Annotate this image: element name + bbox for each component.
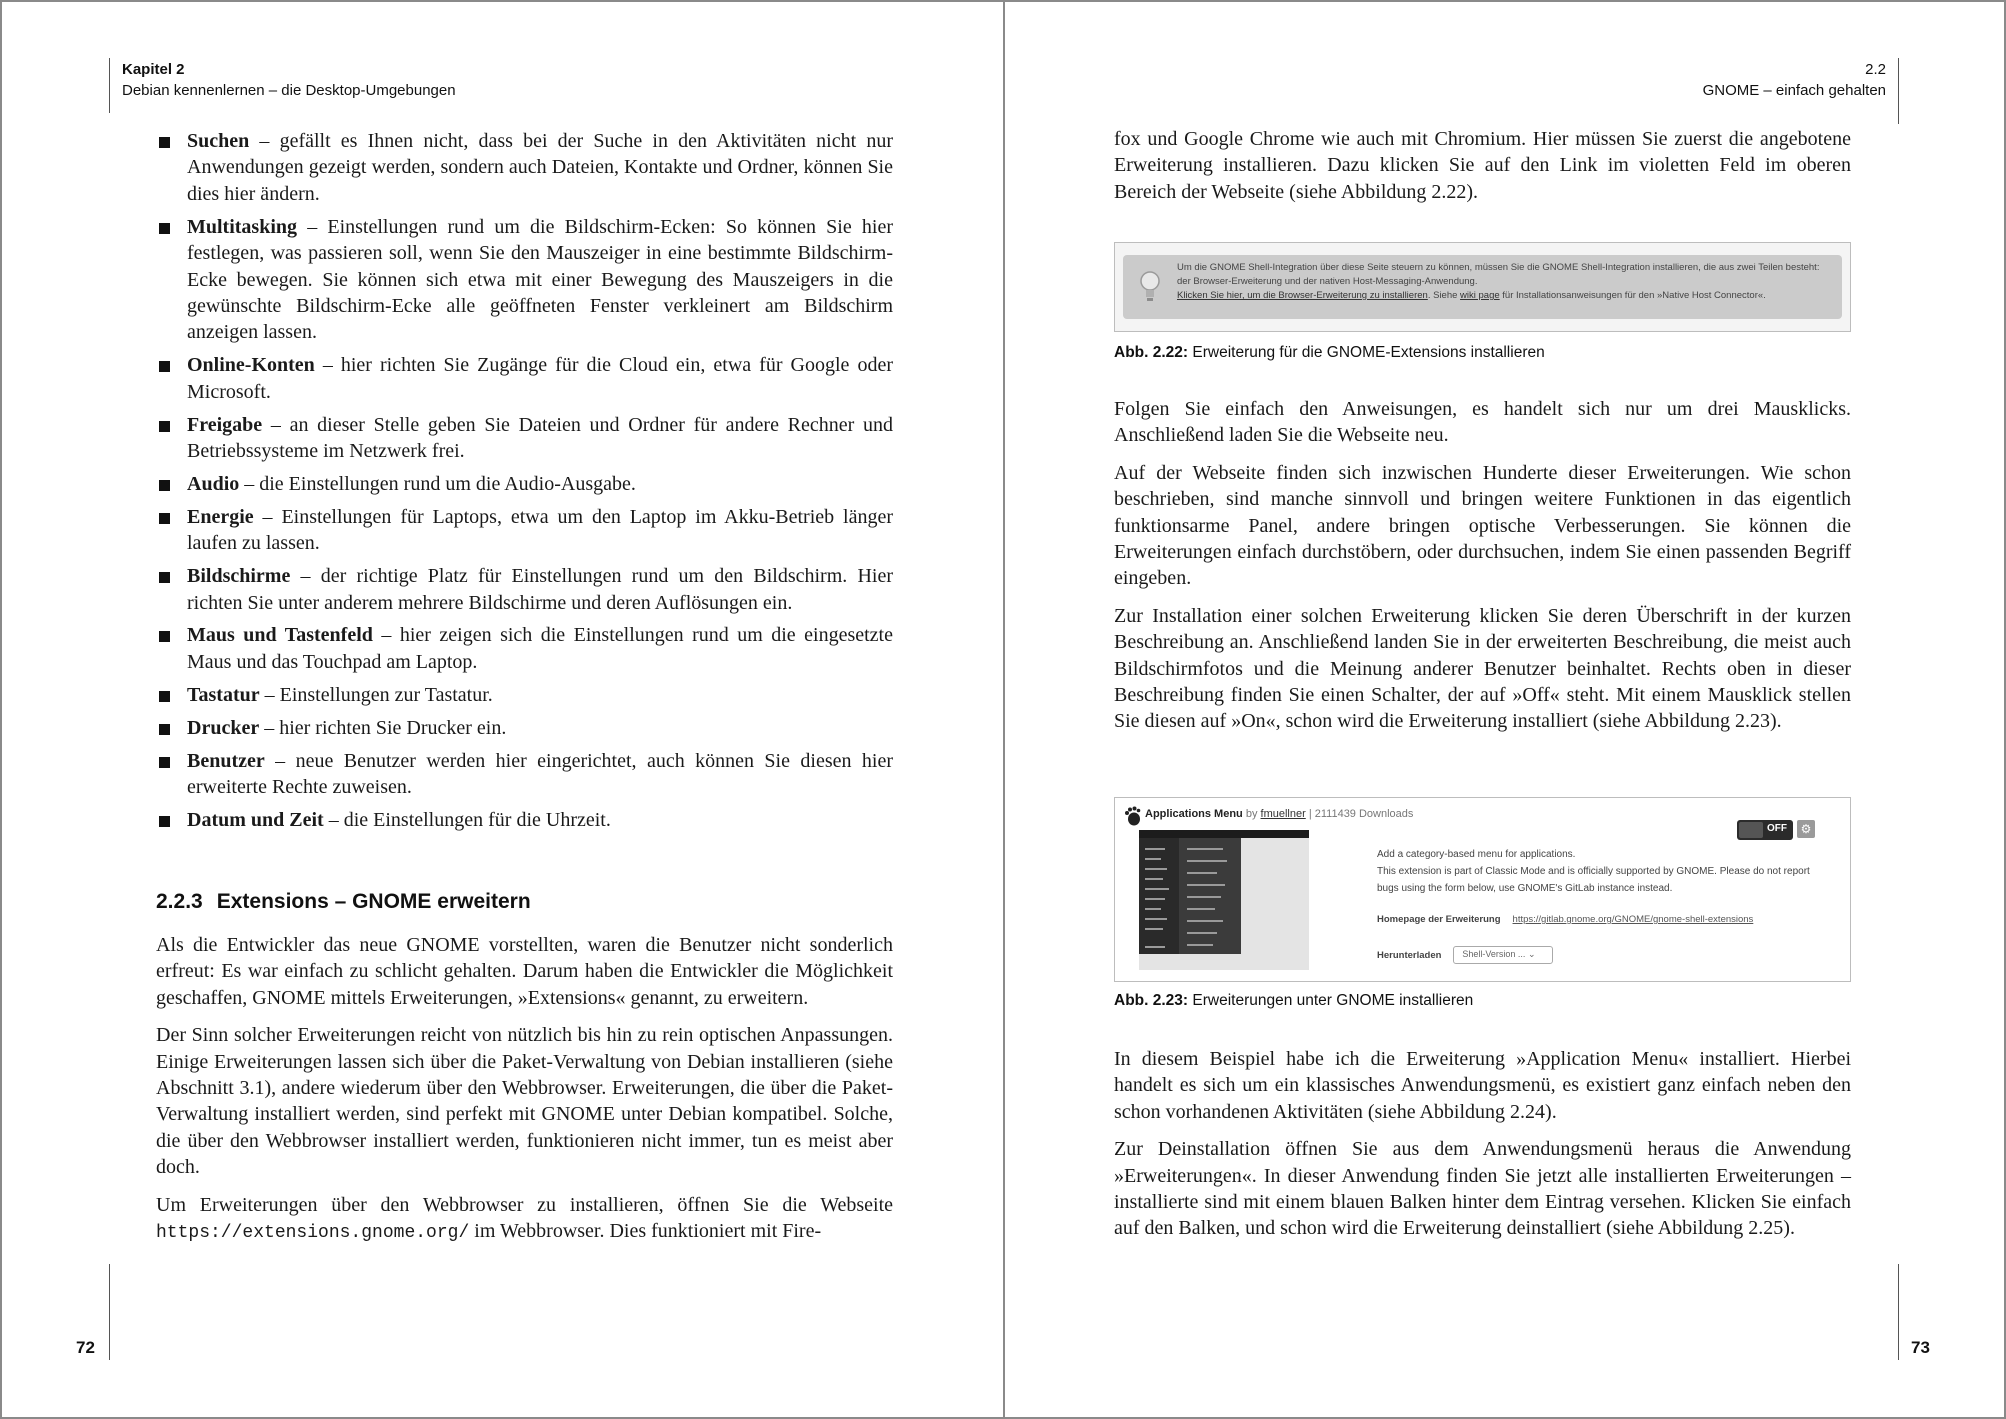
paragraph: fox und Google Chrome wie auch mit Chromium. Hier müssen Sie zuerst die angebotene Erweiterung installieren. Dazu klicken Sie auf den Link im violetten Feld im oberen Bereich der Webseite (siehe Abbildung 2.22).	[1114, 128, 1851, 203]
gear-icon[interactable]: ⚙	[1797, 820, 1815, 838]
extension-description: Add a category-based menu for applications. This extension is part of Classic Mode and is officially supported by GNOME. Please do not report bugs using the form below, use GNOME's GitLab instance instead.	[1377, 849, 1810, 894]
page-number: 73	[1911, 1338, 1930, 1357]
running-header-left	[122, 59, 456, 101]
paragraph: Der Sinn solcher Erweiterungen reicht von nützlich bis hin zu rein optischen Anpassungen. Einige Erweiterungen lassen sich über die Paket-Verwaltung von Debian installieren (siehe Abschnitt 3.1), andere wiederum über den Webbrowser. Erweiterungen, die über die Paket-Verwaltung installiert werden, sind perfekt mit GNOME unter Debian kompatibel. Solche, die über den Webbrowser installiert werden, funktionieren nicht immer, tun es meist aber doch.	[156, 1024, 893, 1179]
shell-version-select[interactable]: Shell-Version ... ⌄	[1453, 946, 1553, 964]
list-item: Audio – die Einstellungen rund um die Audio-Ausgabe.	[156, 471, 893, 497]
paragraph: In diesem Beispiel habe ich die Erweiterung »Application Menu« installiert. Hierbei handelt es sich um ein klassisches Anwendungsmenü, es existiert ganz einfach neben den schon vorhandenen Aktivitäten (siehe Abbildung 2.24).	[1114, 1048, 1851, 1123]
list-item: Maus und Tastenfeld – hier zeigen sich die Einstellungen rund um die eingesetzte Maus und das Touchpad am Laptop.	[156, 622, 893, 675]
list-item: Online-Konten – hier richten Sie Zugänge für die Cloud ein, etwa für Google oder Microsoft.	[156, 352, 893, 405]
list-item: Energie – Einstellungen für Laptops, etwa um den Laptop im Akku-Betrieb länger laufen zu lassen.	[156, 504, 893, 557]
list-item: Tastatur – Einstellungen zur Tastatur.	[156, 682, 893, 708]
right-body-text-top	[1114, 126, 1851, 216]
toggle-label: OFF	[1767, 823, 1787, 834]
screenshot-category-list	[1139, 838, 1179, 954]
paragraph: Zur Installation einer solchen Erweiterung klicken Sie deren Überschrift in der kurzen Beschreibung an. Anschließend landen Sie in der erweiterten Beschreibung, die meist auch Bildschirmfotos und die Meinung anderer Benutzer beinhaltet. Rechts oben in dieser Beschreibung finden Sie einen Schalter, der auf »Off« steht. Mit einem Mausklick stellen Sie diesen auf »On«, schon wird die Erweiterung installiert (siehe Abbildung 2.23).	[1114, 604, 1851, 733]
chapter-label: Kapitel 2	[122, 61, 185, 78]
settings-bullet-list	[156, 128, 893, 840]
figure-caption: Abb. 2.22: Erweiterung für die GNOME-Extensions installieren	[1114, 344, 1545, 361]
left-body-text	[156, 932, 893, 1257]
gnome-foot-icon	[1124, 806, 1141, 826]
paragraph: Als die Entwickler das neue GNOME vorstellten, waren die Benutzer nicht sonderlich erfreut: Es war einfach zu schlicht gehalten. Darum haben die Entwickler die Möglichkeit geschaffen, GNOME mittels Erweiterungen, »Extensions« genannt, zu erweitern.	[156, 934, 893, 1009]
integration-message: Um die GNOME Shell-Integration über diese Seite steuern zu können, müssen Sie die GNOME Shell-Integration installieren, die aus zwei Teilen besteht: der Browser-Erweiterung und der nativen Host-Messaging-Anwendung. Klicken Sie hier, um die Browser-Erweiterung zu installieren. Siehe wiki page für Installationsanweisungen für den »Native Host Connector«.	[1177, 262, 1820, 301]
figure-extension-page	[1114, 797, 1851, 982]
integration-banner	[1123, 255, 1842, 319]
author-link[interactable]: fmuellner	[1260, 808, 1306, 820]
right-body-text-middle	[1114, 396, 1851, 746]
right-body-text-bottom	[1114, 1046, 1851, 1253]
extension-name[interactable]: Applications Menu	[1145, 808, 1243, 820]
download-row: Herunterladen Shell-Version ... ⌄	[1377, 946, 1553, 964]
lightbulb-icon	[1137, 269, 1163, 303]
list-item: Suchen – gefällt es Ihnen nicht, dass bei der Suche in den Aktivitäten nicht nur Anwendungen gezeigt werden, sondern auch Dateien, Kontakte und Ordner, können Sie dies hier ändern.	[156, 128, 893, 207]
header-rule	[1898, 58, 1899, 124]
wiki-page-link[interactable]: wiki page	[1460, 290, 1500, 301]
screenshot-app-list	[1179, 838, 1241, 954]
paragraph: Folgen Sie einfach den Anweisungen, es handelt sich nur um drei Mausklicks. Anschließend laden Sie die Webseite neu.	[1114, 398, 1851, 447]
section-number: 2.2.3	[156, 890, 203, 913]
install-toggle[interactable]	[1737, 820, 1793, 840]
toggle-knob	[1739, 822, 1763, 838]
footer-rule	[1898, 1264, 1899, 1360]
list-item: Bildschirme – der richtige Platz für Einstellungen rund um den Bildschirm. Hier richten Sie unter anderem mehrere Bildschirme und deren Auflösungen ein.	[156, 563, 893, 616]
list-item: Freigabe – an dieser Stelle geben Sie Dateien und Ordner für andere Rechner und Betriebssysteme im Netzwerk frei.	[156, 412, 893, 465]
extension-title-line: Applications Menu by fmuellner | 2111439 Downloads	[1145, 808, 1414, 820]
section-heading	[156, 890, 531, 914]
chapter-title: Debian kennenlernen – die Desktop-Umgebungen	[122, 82, 456, 99]
install-extension-link[interactable]: Klicken Sie hier, um die Browser-Erweiterung zu installieren	[1177, 290, 1428, 301]
page-number: 72	[76, 1338, 95, 1357]
list-item: Benutzer – neue Benutzer werden hier eingerichtet, auch können Sie diesen hier erweiterte Rechte zuweisen.	[156, 748, 893, 801]
section-number-header: 2.2	[1865, 61, 1886, 78]
figure-browser-integration	[1114, 242, 1851, 332]
section-title-header: GNOME – einfach gehalten	[1702, 82, 1886, 99]
figure-caption: Abb. 2.23: Erweiterungen unter GNOME installieren	[1114, 992, 1474, 1009]
list-item: Multitasking – Einstellungen rund um die Bildschirm-Ecken: So können Sie hier festlegen, was passieren soll, wenn Sie den Mauszeiger in eine bestimmte Bildschirm-Ecke bewegen. Sie können sich etwa mit einer Bewegung des Mauszeigers in die gewünschte Bildschirm-Ecke alle geöffneten Fenster verkleinert am Bildschirm anzeigen lassen.	[156, 214, 893, 346]
header-rule	[109, 58, 110, 113]
screenshot-topbar	[1139, 830, 1309, 838]
list-item: Drucker – hier richten Sie Drucker ein.	[156, 715, 893, 741]
footer-rule	[109, 1264, 110, 1360]
list-item: Datum und Zeit – die Einstellungen für die Uhrzeit.	[156, 807, 893, 833]
homepage-row: Homepage der Erweiterung https://gitlab.gnome.org/GNOME/gnome-shell-extensions	[1377, 914, 1754, 925]
extension-screenshot	[1139, 830, 1309, 970]
running-header-right	[1703, 59, 1886, 101]
extensions-url[interactable]: https://extensions.gnome.org/	[156, 1223, 470, 1244]
paragraph: Um Erweiterungen über den Webbrowser zu installieren, öffnen Sie die Webseite https://extensions.gnome.org/ im Webbrowser. Dies funktioniert mit Fire-	[156, 1193, 893, 1244]
homepage-link[interactable]: https://gitlab.gnome.org/GNOME/gnome-shell-extensions	[1512, 914, 1754, 925]
paragraph: Zur Deinstallation öffnen Sie aus dem Anwendungsmenü heraus die Anwendung »Erweiterungen«. In dieser Anwendung finden Sie jetzt alle installierten Erweiterungen – installierte sind mit einem blauen Balken hinter dem Eintrag versehen. Klicken Sie einfach auf den Balken, und schon wird die Erweiterung deinstalliert (siehe Abbildung 2.25).	[1114, 1138, 1851, 1240]
section-title: Extensions – GNOME erweitern	[216, 890, 531, 913]
paragraph: Auf der Webseite finden sich inzwischen Hunderte dieser Erweiterungen. Wie schon beschrieben, sind manche sinnvoll und bringen weitere Funktionen in das eigentlich funktionsarme Panel, andere bringen optische Verbesserungen. Sie können die Erweiterungen einfach durchstöbern, oder durchsuchen, indem Sie einen passenden Begriff eingeben.	[1114, 461, 1851, 590]
